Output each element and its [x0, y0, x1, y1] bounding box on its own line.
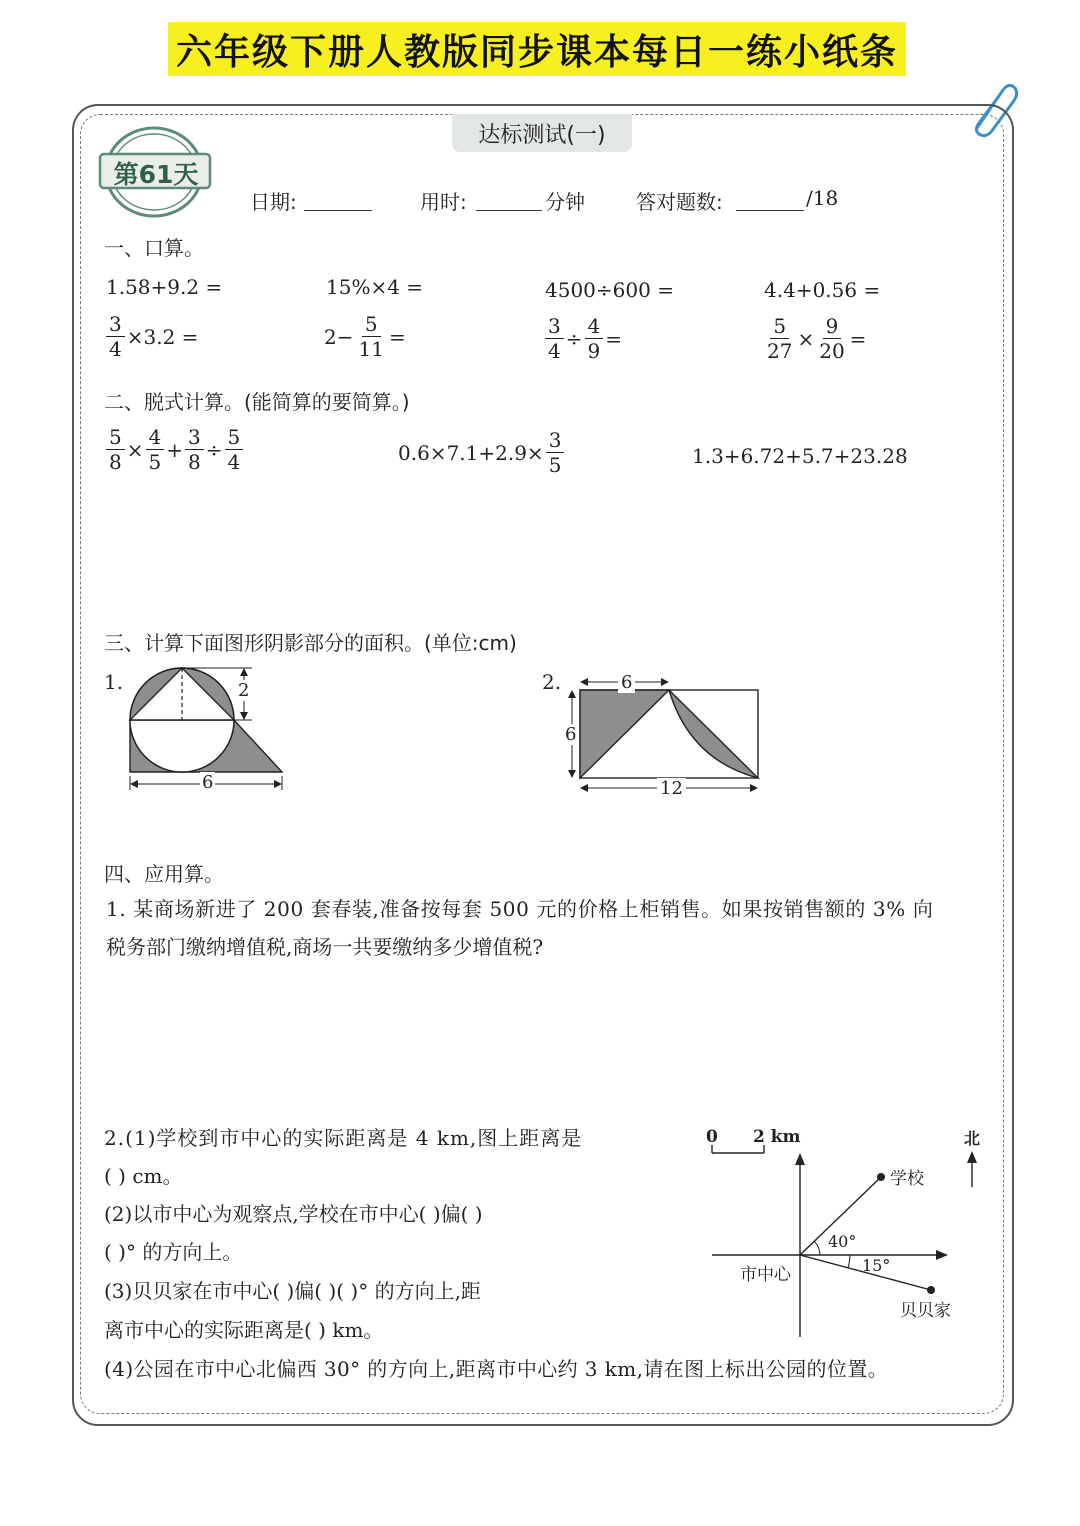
fraction-numerator: 5	[770, 316, 789, 339]
fraction-denominator: 4	[548, 339, 561, 363]
oral-q5	[104, 314, 198, 359]
time-label: 用时:	[420, 190, 467, 214]
expression-head: 0.6×7.1+2.9×	[398, 440, 544, 465]
operator: ×	[126, 437, 144, 462]
fraction-numerator: 5	[225, 427, 244, 450]
map-scale-value: 2 km	[753, 1127, 801, 1147]
expression-tail: =	[605, 326, 622, 351]
fraction-numerator: 5	[362, 314, 381, 337]
map-north-label: 北	[964, 1129, 981, 1148]
expression-head: 2−	[324, 324, 354, 349]
fraction-denominator: 8	[188, 450, 201, 474]
fraction-numerator: 5	[106, 427, 125, 450]
oral-q6	[324, 314, 406, 359]
day-badge-label: 第61天	[113, 160, 199, 189]
time-unit: 分钟	[545, 190, 585, 214]
oral-q8	[762, 316, 866, 361]
figure1-base-label: 6	[202, 772, 214, 793]
fraction-denominator: 8	[109, 450, 122, 474]
fraction-numerator: 9	[823, 316, 842, 339]
oral-q4: 4.4+0.56 =	[764, 278, 881, 302]
oral-q1: 1.58+9.2 =	[106, 275, 223, 299]
map-angle-school: 40°	[828, 1232, 857, 1251]
banner-title: 六年级下册人教版同步课本每日一练小纸条	[168, 22, 906, 76]
map-home-label: 贝贝家	[900, 1301, 951, 1321]
fraction-numerator: 4	[585, 316, 604, 339]
figure2-top-label: 6	[618, 672, 635, 693]
score-blank[interactable]	[736, 186, 804, 211]
calc-expression-1	[104, 427, 245, 472]
operator: ×	[797, 326, 815, 351]
word-problem-2-line6: 离市中心的实际距离是( ) km。	[104, 1318, 384, 1342]
section1-title: 一、口算。	[104, 236, 204, 260]
word-problem-2-line4: ( )° 的方向上。	[104, 1240, 243, 1264]
fraction-denominator: 4	[227, 450, 241, 474]
word-problem-2-line5: (3)贝贝家在市中心( )偏( )( )° 的方向上,距	[104, 1279, 481, 1303]
word-problem-1-line1: 1. 某商场新进了 200 套春装,准备按每套 500 元的价格上柜销售。如果按销售额的 3% 向	[106, 897, 934, 921]
fraction-numerator: 3	[106, 314, 125, 337]
map-angle-home: 15°	[862, 1256, 891, 1275]
operator: +	[166, 437, 183, 462]
calc-expression-2	[398, 430, 566, 475]
date-blank[interactable]	[304, 186, 372, 211]
expression-tail: =	[388, 324, 406, 349]
map-center-label: 市中心	[740, 1265, 791, 1285]
map-school-label: 学校	[890, 1169, 924, 1189]
map-scale-zero: 0	[706, 1127, 718, 1147]
fraction-denominator: 20	[819, 339, 845, 363]
section4-title: 四、应用算。	[104, 862, 224, 886]
fraction-numerator: 4	[146, 427, 165, 450]
oral-q7	[543, 316, 622, 361]
time-blank[interactable]	[476, 186, 542, 211]
figure2-base-label: 12	[657, 778, 686, 799]
word-problem-1-line2: 税务部门缴纳增值税,商场一共要缴纳多少增值税?	[106, 935, 544, 959]
word-problem-2-line7: (4)公园在市中心北偏西 30° 的方向上,距离市中心约 3 km,请在图上标出公园的位置。	[104, 1357, 889, 1381]
fraction-denominator: 4	[109, 337, 122, 361]
expression-tail: ×3.2 =	[126, 324, 199, 349]
word-problem-2-line3: (2)以市中心为观察点,学校在市中心( )偏( )	[104, 1202, 483, 1226]
fraction-numerator: 3	[546, 430, 565, 453]
operator: ÷	[205, 437, 223, 462]
word-problem-2-line2: ( ) cm。	[104, 1164, 183, 1188]
fraction-denominator: 11	[358, 337, 384, 361]
operator: ÷	[565, 326, 583, 351]
fraction-denominator: 27	[767, 339, 793, 363]
oral-q2: 15%×4 =	[326, 275, 424, 299]
score-total: /18	[806, 186, 839, 210]
figure1-height-label: 2	[238, 680, 250, 701]
fraction-denominator: 9	[587, 339, 601, 363]
test-title: 达标测试(一)	[452, 114, 632, 152]
section3-title: 三、计算下面图形阴影部分的面积。(单位:cm)	[104, 631, 517, 655]
fraction-denominator: 5	[148, 450, 162, 474]
calc-expression-3: 1.3+6.72+5.7+23.28	[692, 444, 908, 468]
fraction-numerator: 3	[545, 316, 564, 339]
figure2-label: 2.	[542, 670, 562, 694]
oral-q3: 4500÷600 =	[545, 278, 674, 302]
date-label: 日期:	[250, 190, 297, 214]
expression-tail: =	[849, 326, 867, 351]
section2-title: 二、脱式计算。(能简算的要简算。)	[104, 390, 410, 414]
score-label: 答对题数:	[636, 190, 723, 214]
fraction-denominator: 5	[548, 453, 562, 477]
figure2-left-label: 6	[565, 724, 577, 745]
word-problem-2-line1: 2.(1)学校到市中心的实际距离是 4 km,图上距离是	[104, 1126, 583, 1150]
fraction-numerator: 3	[185, 427, 204, 450]
figure1-label: 1.	[104, 670, 124, 694]
